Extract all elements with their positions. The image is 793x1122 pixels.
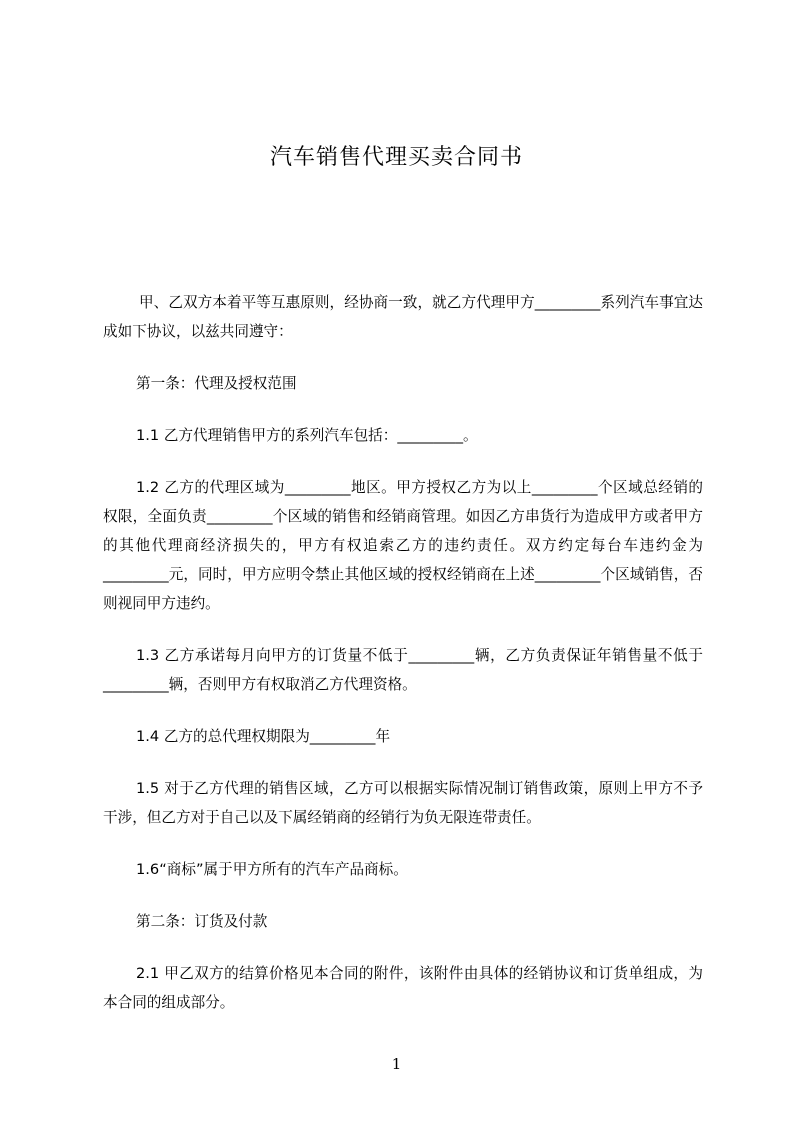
clause-1-3: 1.3 乙方承诺每月向甲方的订货量不低于_________辆，乙方负责保证年销售量不低于_________辆，否则甲方有权取消乙方代理资格。 xyxy=(103,647,703,693)
intro-paragraph: 甲、乙双方本着平等互惠原则，经协商一致，就乙方代理甲方_________系列汽车事宜达成如下协议，以兹共同遵守： xyxy=(103,294,703,340)
clause-1-6: 1.6“商标”属于甲方所有的汽车产品商标。 xyxy=(136,861,408,878)
document-title: 汽车销售代理买卖合同书 xyxy=(269,145,523,170)
clause-1-1: 1.1 乙方代理销售甲方的系列汽车包括：_________。 xyxy=(136,427,478,444)
section-heading-2: 第二条：订货及付款 xyxy=(136,913,268,930)
clause-1-4: 1.4 乙方的总代理权期限为_________年 xyxy=(136,728,391,745)
document-body xyxy=(103,288,703,1040)
page-number: 1 xyxy=(391,1055,402,1073)
clause-1-2: 1.2 乙方的代理区域为_________地区。甲方授权乙方为以上_________个区域总经销的权限，全面负责_________个区域的销售和经销商管理。如因乙方串货行为造成甲方或者甲方的其他代理商经济损失的，甲方有权追索乙方的违约责任。双方约定每台车违约金为_________元，同时，甲方应明令禁止其他区域的授权经销商在上述_________个区域销售，否则视同甲方违约。 xyxy=(103,479,703,612)
section-heading-1: 第一条：代理及授权范围 xyxy=(136,375,297,392)
clause-1-5: 1.5 对于乙方代理的销售区域，乙方可以根据实际情况制订销售政策，原则上甲方不予干涉，但乙方对于自己以及下属经销商的经销行为负无限连带责任。 xyxy=(103,780,703,826)
clause-2-1: 2.1 甲乙双方的结算价格见本合同的附件，该附件由具体的经销协议和订货单组成，为本合同的组成部分。 xyxy=(103,965,703,1011)
